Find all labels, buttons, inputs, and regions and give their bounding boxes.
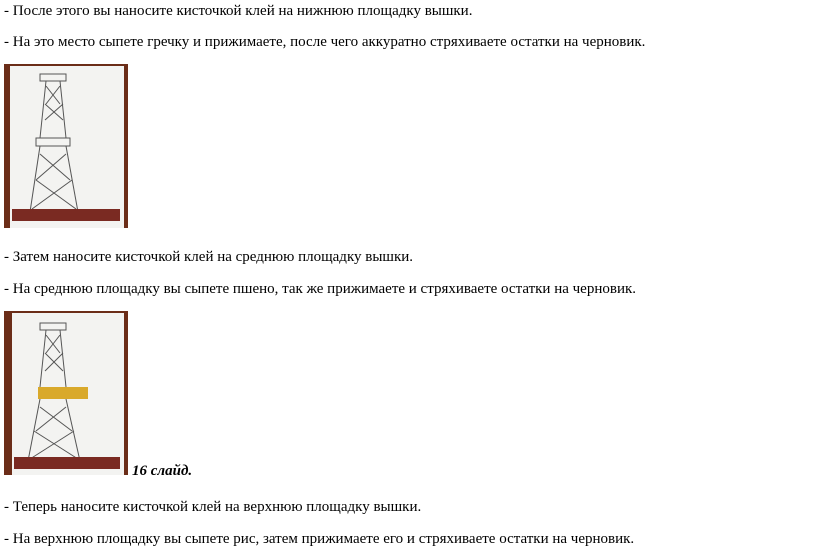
paragraph-buckwheat: - На это место сыпете гречку и прижимаете, после чего аккуратно стряхиваете остатки на черновик. xyxy=(4,34,646,50)
paragraph-glue-middle: - Затем наносите кисточкой клей на среднюю площадку вышки. xyxy=(4,249,414,265)
paragraph-glue-top: - Теперь наносите кисточкой клей на верхнюю площадку вышки. xyxy=(4,499,422,515)
slide-caption: 16 слайд. xyxy=(132,463,193,479)
paragraph-rice: - На верхнюю площадку вы сыпете рис, затем прижимаете его и стряхиваете остатки на черновик. xyxy=(4,531,635,547)
paragraph-glue-bottom: - После этого вы наносите кисточкой клей на нижнюю площадку вышки. xyxy=(4,3,473,19)
paragraph-millet: - На среднюю площадку вы сыпете пшено, так же прижимаете и стряхиваете остатки на черновик. xyxy=(4,281,637,297)
photo-tower-millet xyxy=(4,311,128,475)
photo-tower-buckwheat xyxy=(4,64,128,228)
